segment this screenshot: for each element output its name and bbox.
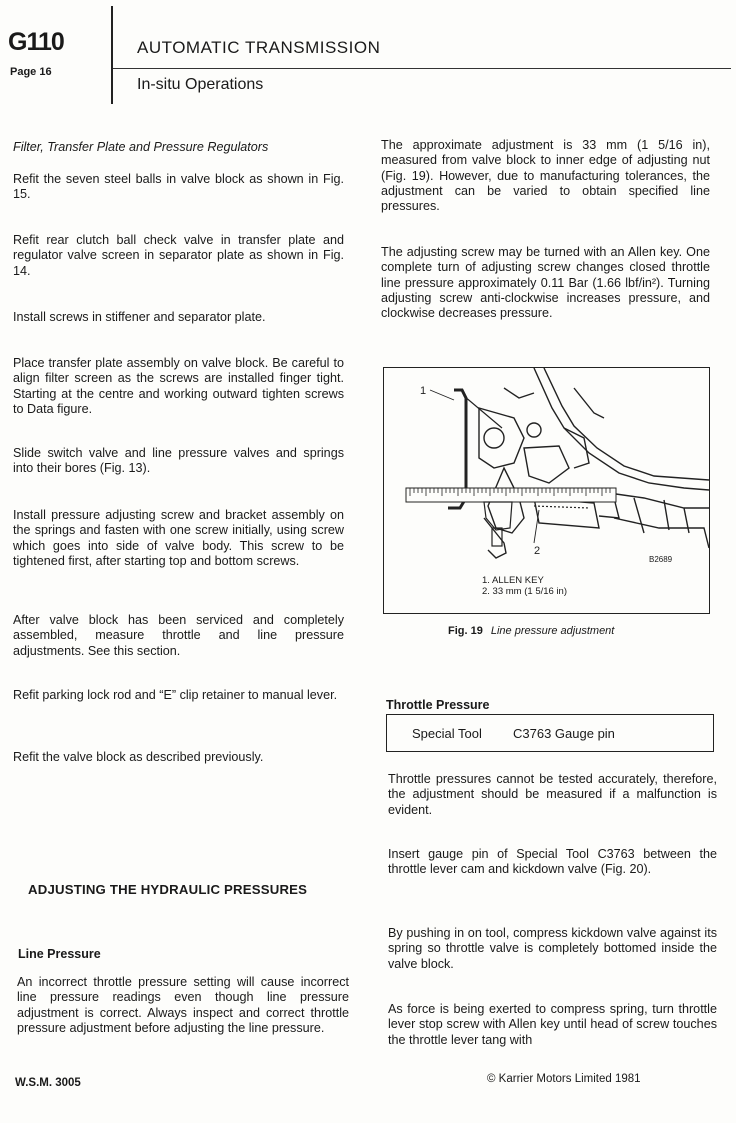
section-heading-filter: Filter, Transfer Plate and Pressure Regulators: [13, 140, 269, 154]
paragraph: Slide switch valve and line pressure valves and springs into their bores (Fig. 13).: [13, 446, 344, 476]
paragraph-stop-screw: As force is being exerted to compress spring, turn throttle lever stop screw with Allen key until head of screw touches the throttle lever tang with: [388, 1002, 717, 1047]
paragraph: Refit rear clutch ball check valve in transfer plate and regulator valve screen in separator plate as shown in Fig. 14.: [13, 233, 344, 278]
page-number: Page 16: [10, 66, 52, 78]
paragraph-kickdown: By pushing in on tool, compress kickdown valve against its spring so throttle valve is completely bottomed inside the valve block.: [388, 926, 717, 971]
paragraph: Refit the valve block as described previously.: [13, 750, 264, 764]
page-subtitle: In-situ Operations: [137, 76, 264, 93]
adjusting-hydraulic-heading: ADJUSTING THE HYDRAULIC PRESSURES: [28, 882, 308, 897]
header-horizontal-rule: [113, 68, 731, 69]
footer-copyright: © Karrier Motors Limited 1981: [487, 1073, 641, 1085]
figure-caption-text: Line pressure adjustment: [490, 625, 615, 637]
legend-item-2: 2. 33 mm (1 5/16 in): [482, 586, 568, 597]
figure-id: B2689: [649, 555, 673, 564]
figure-legend: [482, 575, 567, 597]
throttle-pressure-heading: Throttle Pressure: [386, 698, 490, 712]
footer-manual-ref: W.S.M. 3005: [15, 1077, 81, 1089]
paragraph: Refit the seven steel balls in valve block as shown in Fig. 15.: [13, 172, 344, 202]
figure-callout-1: 1: [420, 385, 427, 397]
paragraph: Place transfer plate assembly on valve block. Be careful to align filter screen as the screws are installed finger tight. Starting at the centre and working outward tighten screws to Data figure.: [13, 356, 344, 416]
legend-item-1: 1. ALLEN KEY: [482, 575, 544, 586]
line-pressure-paragraph: An incorrect throttle pressure setting will cause incorrect line pressure readings even though line pressure adjustment is correct. Always inspect and correct throttle pressure adjustment before adjusting the line pressure.: [17, 975, 349, 1035]
paragraph-gauge-pin: Insert gauge pin of Special Tool C3763 between the throttle lever cam and kickdown valve (Fig. 20).: [388, 847, 717, 877]
special-tool-value: C3763 Gauge pin: [513, 726, 615, 741]
page-title: AUTOMATIC TRANSMISSION: [137, 38, 381, 57]
figure-caption-number: Fig. 19: [448, 625, 483, 637]
paragraph: After valve block has been serviced and completely assembled, measure throttle and line pressure adjustments. See this section.: [13, 613, 344, 658]
figure-19: [383, 367, 710, 614]
paragraph-adjustment: The approximate adjustment is 33 mm (1 5/16 in), measured from valve block to inner edge of adjusting nut (Fig. 19). However, due to manufacturing tolerances, the adjustment can be varied to obtain specified line pressures.: [381, 138, 710, 214]
special-tool-box: [386, 714, 714, 752]
paragraph-throttle: Throttle pressures cannot be tested accurately, therefore, the adjustment should be measured if a malfunction is evident.: [388, 772, 717, 817]
manual-code: G110: [8, 28, 64, 56]
paragraph: Install pressure adjusting screw and bracket assembly on the springs and fasten with one screw initially, using screw which goes into side of valve body. This screw to be tightened first, after starting top and bottom screws.: [13, 508, 344, 568]
figure-callout-2: 2: [534, 545, 541, 557]
line-pressure-heading: Line Pressure: [18, 947, 101, 961]
header-vertical-rule: [111, 6, 113, 104]
special-tool-label: Special Tool: [412, 726, 482, 741]
figure-caption: [448, 625, 614, 637]
paragraph: Refit parking lock rod and “E” clip retainer to manual lever.: [13, 688, 338, 702]
paragraph: Install screws in stiffener and separator plate.: [13, 310, 266, 324]
paragraph-adjusting-screw: The adjusting screw may be turned with an Allen key. One complete turn of adjusting screw changes closed throttle line pressure approximately 0.11 Bar (1.66 lbf/in²). Turning adjusting screw anti-clockwise increases pressure, and clockwise decreases pressure.: [381, 245, 710, 321]
